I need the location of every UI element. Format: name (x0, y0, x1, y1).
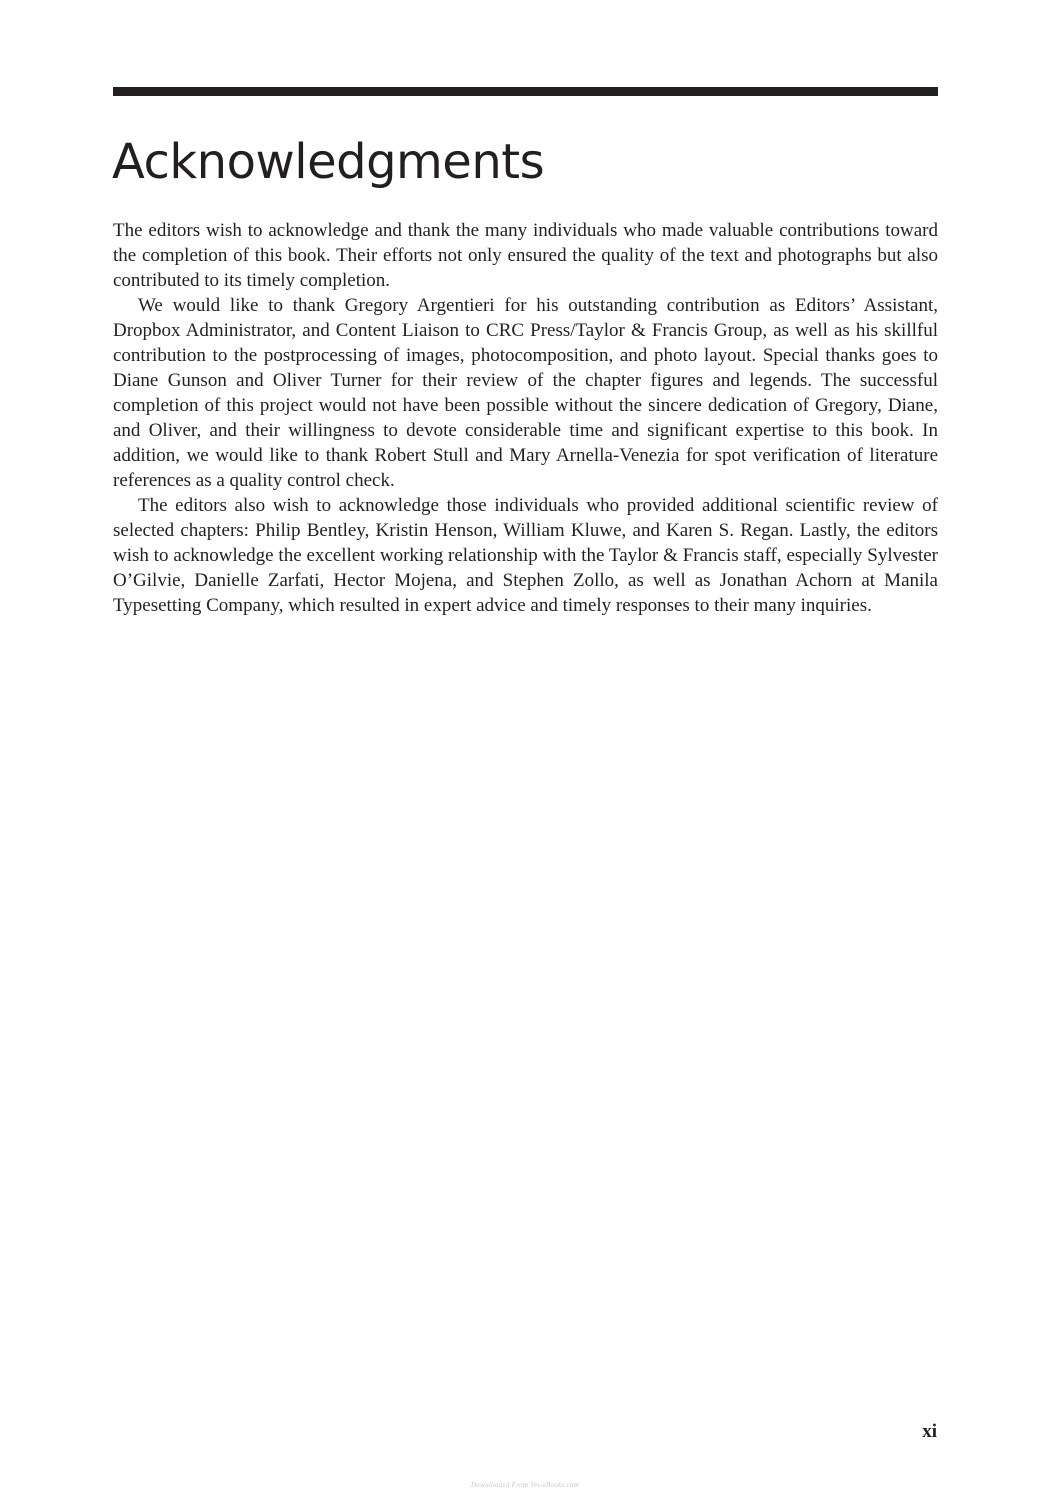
paragraph-2: We would like to thank Gregory Argentieri for his outstanding contribution as Editors’ Assistant, Dropbox Administrator, and Content Liaison to CRC Press/Taylor & Francis Group, as well as his skillful contribution to the postprocessing of images, photocomposition, and photo layout. Special thanks goes to Diane Gunson and Oliver Turner for their review of the chapter figures and legends. The successful completion of this project would not have been possible without the sincere dedication of Gregory, Diane, and Oliver, and their willingness to devote considerable time and significant expertise to this book. In addition, we would like to thank Robert Stull and Mary Arnella-Venezia for spot verification of literature references as a quality control check. (113, 295, 938, 491)
paragraph-1: The editors wish to acknowledge and thank the many individuals who made valuable contributions toward the completion of this book. Their efforts not only ensured the quality of the text and photographs but also contributed to its timely completion. (113, 220, 938, 291)
chapter-top-rule (113, 87, 938, 96)
chapter-title: Acknowledgments (112, 134, 545, 190)
paragraph-3: The editors also wish to acknowledge those individuals who provided additional scientific review of selected chapters: Philip Bentley, Kristin Henson, William Kluwe, and Karen S. Regan. Lastly, the editors wish to acknowledge the excellent working relationship with the Taylor & Francis staff, especially Sylvester O’Gilvie, Danielle Zarfati, Hector Mojena, and Stephen Zollo, as well as Jonathan Achorn at Manila Typesetting Company, which resulted in expert advice and timely responses to their many inquiries. (113, 495, 938, 616)
page-number: xi (922, 1421, 937, 1442)
body-text (113, 218, 938, 618)
download-watermark: Downloaded From Vet-eBooks.com (470, 1481, 580, 1489)
